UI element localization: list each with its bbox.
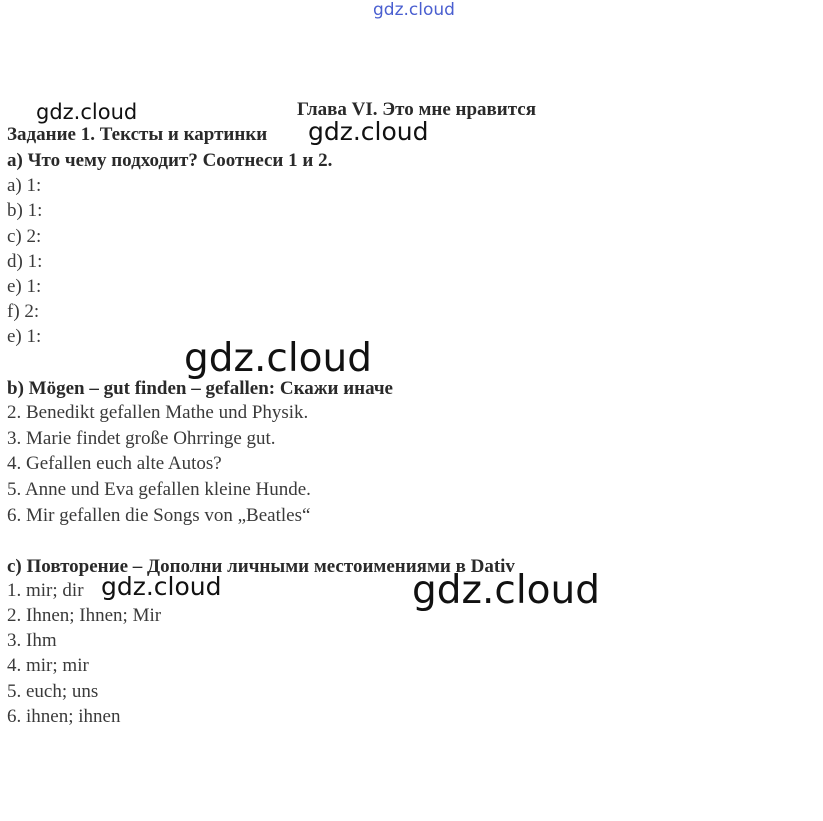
chapter-title: Глава VI. Это мне нравится — [297, 99, 537, 120]
part-b-line: 2. Benedikt gefallen Mathe und Physik. — [7, 402, 309, 423]
task-heading: Задание 1. Тексты и картинки — [7, 124, 268, 145]
part-a-heading: а) Что чему подходит? Соотнеси 1 и 2. — [7, 150, 333, 171]
part-a-line: f) 2: — [7, 301, 40, 322]
part-a-line: a) 1: — [7, 175, 42, 196]
part-c-line: 5. euch; uns — [7, 681, 99, 702]
part-b-line: 6. Mir gefallen die Songs von „Beatles“ — [7, 505, 311, 526]
part-c-line: 3. Ihm — [7, 630, 57, 651]
watermark-small: gdz.cloud — [36, 100, 138, 124]
part-c-line: 4. mir; mir — [7, 655, 89, 676]
watermark-small: gdz.cloud — [308, 117, 429, 146]
part-a-line: b) 1: — [7, 200, 43, 221]
part-a-line: e) 1: — [7, 276, 42, 297]
part-a-line: c) 2: — [7, 226, 42, 247]
part-a-line: d) 1: — [7, 251, 43, 272]
part-c-line: 2. Ihnen; Ihnen; Mir — [7, 605, 162, 626]
part-a-line: e) 1: — [7, 326, 42, 347]
part-c-line: 6. ihnen; ihnen — [7, 706, 121, 727]
part-b-line: 3. Marie findet große Ohrringe gut. — [7, 428, 276, 449]
watermark-large: gdz.cloud — [412, 568, 600, 613]
watermark-small: gdz.cloud — [101, 572, 222, 601]
watermark-large: gdz.cloud — [184, 336, 372, 381]
part-b-heading: b) Mögen – gut finden – gefallen: Скажи иначе — [7, 378, 393, 399]
part-b-line: 5. Anne und Eva gefallen kleine Hunde. — [7, 479, 311, 500]
watermark-top: gdz.cloud — [373, 0, 455, 20]
part-c-line: 1. mir; dir — [7, 580, 84, 601]
part-c-heading: c) Повторение – Дополни личными местоимениями в Dativ — [7, 556, 515, 577]
part-b-line: 4. Gefallen euch alte Autos? — [7, 453, 222, 474]
